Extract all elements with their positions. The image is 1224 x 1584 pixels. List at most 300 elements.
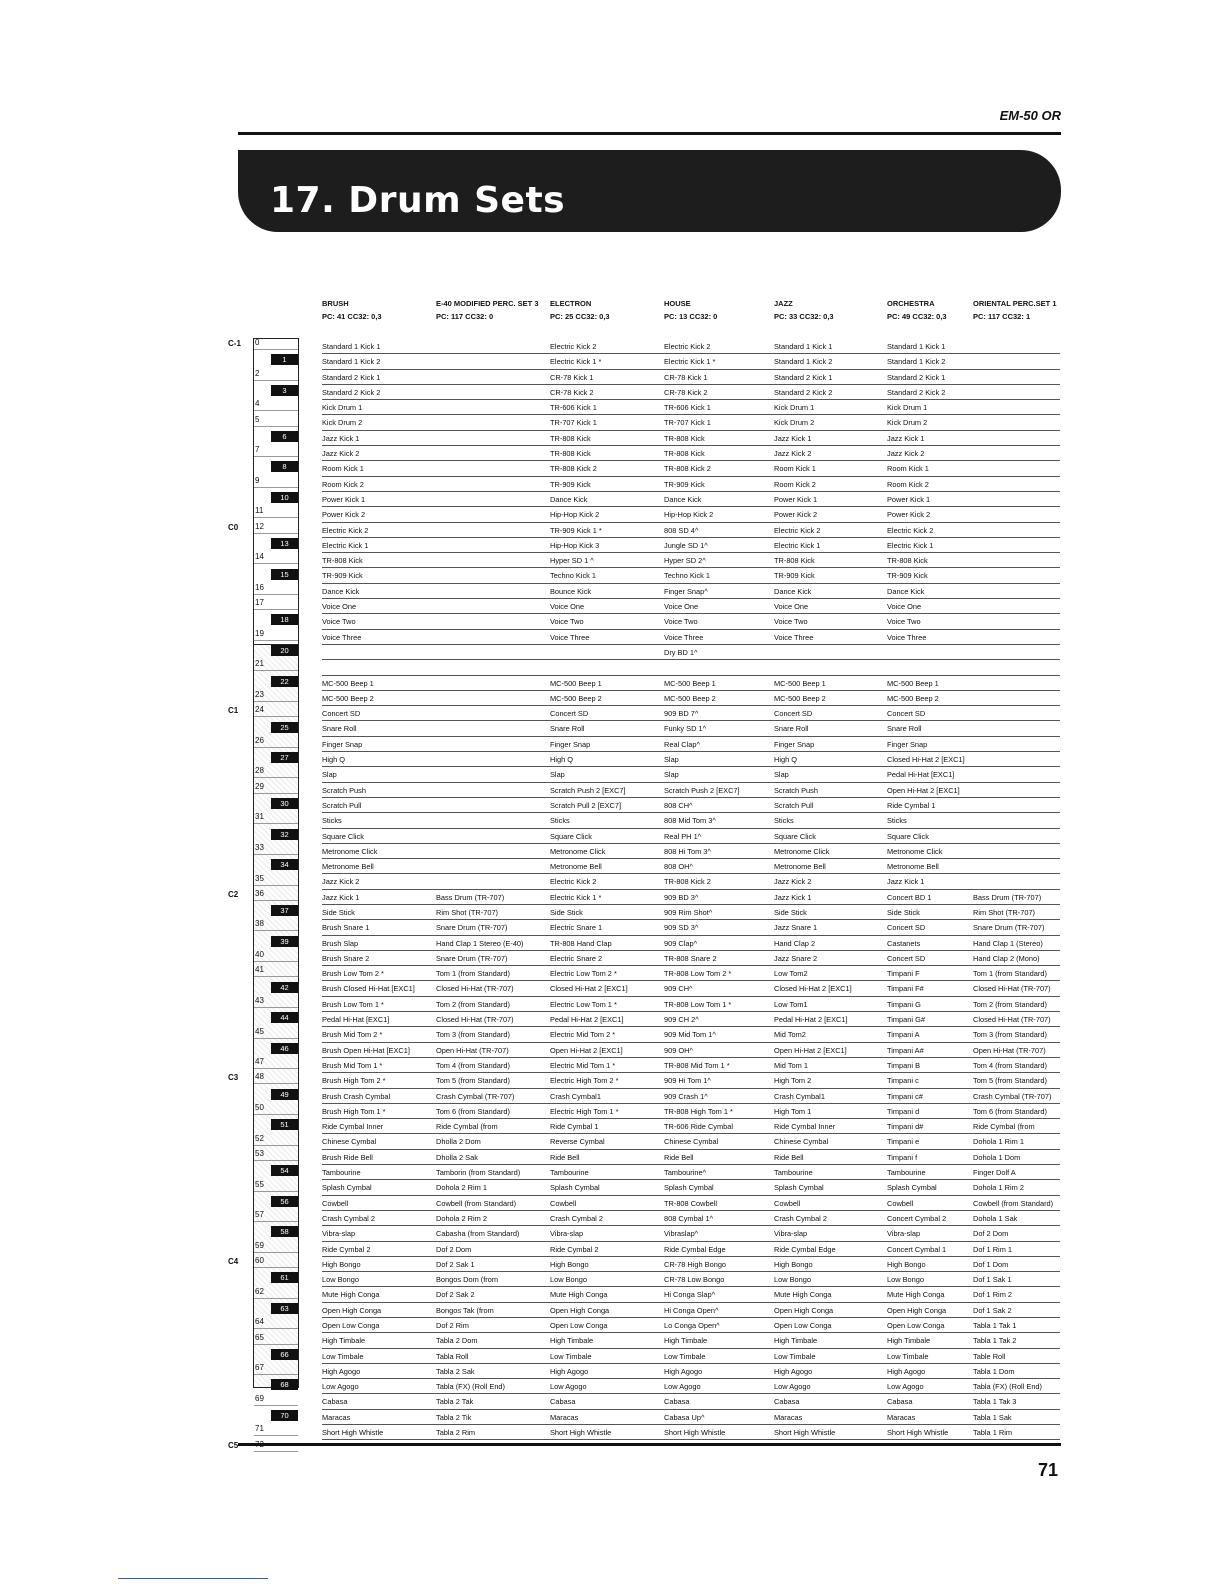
table-cell: Power Kick 1 [322,494,366,504]
white-key-number: 21 [255,659,264,669]
table-row [322,660,1060,675]
table-cell: CR-78 High Bongo [664,1259,727,1269]
table-cell: Short High Whistle [322,1428,384,1438]
table-cell: Dholla 2 Sak [436,1152,478,1162]
table-cell: Open Hi-Hat 2 [EXC1] [550,1045,623,1055]
table-cell: Open Hi-Hat (TR-707) [436,1045,509,1055]
table-cell: CR-78 Low Bongo [664,1275,725,1285]
table-cell: Room Kick 1 [887,464,929,474]
table-cell: TR-808 Kick [664,433,705,443]
table-cell: Ride Cymbal (from [973,1122,1035,1132]
table-row [322,477,1060,492]
table-cell: TR-707 Kick 1 [550,418,597,428]
white-key-number: 2 [255,368,260,378]
table-cell: Jungle SD 1^ [664,540,708,550]
table-row [322,1379,1060,1394]
table-cell: Maracas [774,1412,803,1422]
white-key-number: 19 [255,628,264,638]
table-cell: MC-500 Beep 1 [664,678,716,688]
table-cell: Real Clap^ [664,739,700,749]
table-row [322,936,1060,951]
table-cell: Low Agogo [887,1382,924,1392]
table-cell: Maracas [887,1412,916,1422]
table-cell: Standard 2 Kick 2 [322,387,381,397]
white-key-number: 69 [255,1393,264,1403]
table-cell: Dof 2 Sak 2 [436,1290,475,1300]
table-cell: High Q [774,755,798,765]
table-cell: Kick Drum 2 [774,418,815,428]
black-key-number: 39 [271,936,298,947]
table-cell: Tambourine [887,1168,926,1178]
table-row [322,614,1060,629]
table-row [322,1364,1060,1379]
table-cell: Short High Whistle [887,1428,949,1438]
table-row [322,1242,1060,1257]
white-key-number: 26 [255,735,264,745]
table-cell: Tabla (FX) (Roll End) [973,1382,1042,1392]
table-cell: Timpani B [887,1060,920,1070]
table-cell: Splash Cymbal [887,1183,937,1193]
black-key-number: 1 [271,354,298,365]
table-row [322,1410,1060,1425]
model-name: EM-50 OR [999,108,1061,123]
table-cell: Concert SD [887,709,926,719]
table-cell: Scratch Pull 2 [EXC7] [550,800,622,810]
table-cell: Dance Kick [887,586,925,596]
table-cell: Splash Cymbal [664,1183,714,1193]
white-key-number: 64 [255,1317,264,1327]
table-cell: 909 Mid Tom 1^ [664,1030,716,1040]
table-cell: Kick Drum 2 [887,418,928,428]
table-cell: TR-606 Kick 1 [550,403,597,413]
table-cell: Tom 3 (from Standard) [973,1030,1047,1040]
table-cell: Funky SD 1^ [664,724,707,734]
table-cell: High Timbale [887,1336,931,1346]
white-key-number: 53 [255,1148,264,1158]
table-cell: Voice Three [322,632,362,642]
table-row [322,1425,1060,1440]
table-row [322,706,1060,721]
table-cell: High Timbale [550,1336,594,1346]
column-pc: PC: 49 CC32: 0,3 [887,312,947,321]
black-key-number: 30 [271,798,298,809]
black-key-number: 6 [271,431,298,442]
table-cell: 808 Cymbal 1^ [664,1213,714,1223]
table-cell: Cowbell (from Standard) [973,1198,1054,1208]
table-row [322,676,1060,691]
table-cell: Electric Kick 2 [664,342,711,351]
octave-label: C4 [228,1257,239,1266]
table-cell: Tom 4 (from Standard) [973,1060,1047,1070]
table-cell: Dry BD 1^ [664,647,698,657]
table-cell: TR-808 Low Tom 1 * [664,999,732,1009]
section-banner [238,150,1061,232]
table-row [322,339,1060,354]
white-key-number: 47 [255,1057,264,1067]
table-row [322,691,1060,706]
black-key-number: 70 [271,1410,298,1421]
white-key-number: 14 [255,552,264,562]
table-cell: Room Kick 1 [774,464,816,474]
table-cell: Short High Whistle [550,1428,612,1438]
table-cell: Slap [774,770,789,780]
table-cell: TR-909 Kick [322,571,363,581]
table-row [322,507,1060,522]
table-row [322,584,1060,599]
table-cell: Brush Mid Tom 2 * [322,1030,383,1040]
table-cell: Power Kick 2 [887,510,931,520]
table-cell: Tambourine [322,1168,361,1178]
table-cell: Jazz Kick 1 [774,433,812,443]
table-cell: Slap [550,770,565,780]
table-row [322,859,1060,874]
black-key-number: 37 [271,905,298,916]
table-cell: Closed Hi-Hat 2 [EXC1] [774,984,852,994]
table-cell: CR-78 Kick 2 [664,387,708,397]
table-cell: Brush Snare 1 [322,923,370,933]
octave-label: C2 [228,889,239,899]
black-key-number: 58 [271,1226,298,1237]
table-cell: Bass Drum (TR-707) [436,892,505,902]
table-cell: Side Stick [774,907,807,917]
table-cell: Bounce Kick [550,586,592,596]
table-cell: Dance Kick [322,586,360,596]
table-cell: Electric Snare 1 [550,923,603,933]
white-key-number: 67 [255,1363,264,1373]
table-cell: Standard 2 Kick 2 [887,387,946,397]
table-cell: Dof 1 Dom [973,1259,1009,1269]
header-rule [238,132,1061,135]
table-cell: Voice One [774,602,809,612]
table-cell: Power Kick 1 [887,494,931,504]
table-cell: Open High Conga [550,1305,610,1315]
table-cell: Mid Tom2 [774,1030,806,1040]
table-cell: Cowbell (from Standard) [436,1198,517,1208]
table-row [322,492,1060,507]
table-cell: 909 Clap^ [664,938,698,948]
table-cell: Timpani A [887,1030,920,1040]
table-cell: Cabasa [774,1397,800,1407]
table-cell: Voice Three [550,632,590,642]
table-cell: High Bongo [774,1259,813,1269]
table-cell: Pedal Hi-Hat 2 [EXC1] [550,1015,624,1025]
table-cell: Square Click [322,831,364,841]
table-cell: Mid Tom 1 [774,1060,808,1070]
table-cell: Cabasa [887,1397,913,1407]
table-cell: Tambourine [550,1168,589,1178]
table-cell: Short High Whistle [664,1428,726,1438]
table-row [322,1165,1060,1180]
table-cell: Voice One [550,602,585,612]
white-key-number: 60 [255,1256,264,1265]
table-cell: Timpani F# [887,984,924,994]
table-cell: Slap [322,770,337,780]
table-cell: Low Tom1 [774,999,808,1009]
table-cell: Short High Whistle [774,1428,836,1438]
table-row [322,370,1060,385]
table-cell: Tabla 1 Tak 1 [973,1321,1017,1330]
table-cell: Electric Kick 1 * [550,357,602,367]
table-cell: Crash Cymbal (TR-707) [436,1091,515,1101]
column-pc: PC: 117 CC32: 0 [436,312,494,321]
table-cell: Low Agogo [664,1382,701,1392]
table-cell: Electric Mid Tom 1 * [550,1060,616,1070]
table-cell: Tabla 2 Rim [436,1428,476,1438]
table-cell: Hand Clap 2 [774,938,816,948]
black-key-number: 42 [271,982,298,993]
table-cell: Crash Cymbal 2 [774,1213,827,1223]
table-row [322,1318,1060,1333]
table-cell: Standard 1 Kick 1 [774,342,833,351]
table-cell: TR-909 Kick [664,479,705,489]
table-cell: High Q [322,755,346,765]
table-cell: TR-707 Kick 1 [664,418,711,428]
white-key-number: 24 [255,705,264,715]
table-cell: Room Kick 2 [887,479,929,489]
table-cell: Techno Kick 1 [664,571,711,581]
table-row [322,1257,1060,1272]
table-cell: Electric Mid Tom 2 * [550,1030,616,1040]
table-cell: Open High Conga [322,1305,382,1315]
table-row [322,415,1060,430]
table-cell: Table Roll [973,1351,1006,1361]
table-cell: Electric Kick 2 [322,525,369,535]
table-cell: Metronome Bell [322,862,374,872]
octave-label: C0 [228,522,239,532]
table-cell: High Bongo [322,1259,361,1269]
table-cell: TR-606 Kick 1 [664,403,711,413]
column-name: E-40 MODIFIED PERC. SET 3 [436,299,539,308]
table-row [322,951,1060,966]
black-key-number: 61 [271,1272,298,1283]
table-cell: Voice Two [664,617,698,627]
table-cell: Dof 2 Dom [436,1244,472,1254]
table-cell: Tabla 2 Tak [436,1397,474,1407]
table-cell: Finger Snap [550,739,591,749]
table-cell: Electric Kick 1 * [664,357,716,367]
table-cell: Electric Kick 2 [774,525,821,535]
table-row [322,568,1060,583]
table-cell: Snare Roll [774,724,809,734]
table-row [322,599,1060,614]
black-key-number: 20 [271,645,298,656]
table-cell: Tom 1 (from Standard) [973,969,1047,979]
table-cell: Castanets [887,938,921,948]
table-cell: Open Hi-Hat (TR-707) [973,1045,1046,1055]
table-cell: Scratch Pull [322,800,362,810]
table-cell: Crash Cymbal 2 [322,1213,375,1223]
table-cell: Dance Kick [550,494,588,504]
table-row [322,461,1060,476]
black-key-number: 25 [271,722,298,733]
table-cell: High Agogo [664,1366,703,1376]
table-cell: TR-606 Ride Cymbal [664,1122,734,1132]
white-key-number: 17 [255,598,264,608]
table-cell: Splash Cymbal [774,1183,824,1193]
white-key-number: 28 [255,766,264,776]
table-cell: Square Click [550,831,592,841]
table-cell: High Bongo [887,1259,926,1269]
table-cell: TR-909 Kick [774,571,815,581]
table-cell: Electric Kick 2 [550,342,597,351]
table-cell: Hi Conga Slap^ [664,1290,716,1300]
table-cell: Ride Bell [774,1152,804,1162]
column-name: HOUSE [664,299,691,308]
table-cell: Ride Bell [664,1152,694,1162]
table-row [322,385,1060,400]
white-key-number: 38 [255,919,264,929]
table-cell: 909 Crash 1^ [664,1091,708,1101]
table-row [322,553,1060,568]
table-cell: Timpani c# [887,1091,923,1101]
table-cell: Jazz Snare 2 [774,953,818,963]
table-cell: Ride Cymbal 2 [550,1244,599,1254]
column-header [664,297,717,323]
table-cell: 909 Hi Tom 1^ [664,1076,711,1086]
table-cell: Jazz Kick 2 [322,449,360,459]
table-cell: Standard 2 Kick 1 [774,372,833,382]
table-cell: Metronome Bell [774,862,826,872]
table-cell: 808 Hi Tom 3^ [664,846,711,856]
table-cell: Metronome Click [887,846,943,856]
table-cell: Snare Roll [550,724,585,734]
table-cell: Timpani d# [887,1122,924,1132]
table-cell: Hyper SD 2^ [664,556,706,566]
table-cell: MC-500 Beep 1 [774,678,826,688]
white-key-number: 62 [255,1286,264,1296]
table-cell: Bass Drum (TR-707) [973,892,1042,902]
table-cell: Low Timbale [550,1351,592,1361]
table-cell: Cabasa [322,1397,348,1407]
table-cell: Tom 6 (from Standard) [436,1106,510,1116]
table-cell: Tom 4 (from Standard) [436,1060,510,1070]
black-key-number: 22 [271,676,298,687]
table-cell: Vibra-slap [887,1229,921,1239]
black-key-number: 3 [271,385,298,396]
table-cell: Ride Cymbal 1 [550,1122,599,1132]
table-cell: Cowbell [322,1198,349,1208]
table-cell: MC-500 Beep 1 [887,678,939,688]
table-cell: 909 OH^ [664,1045,693,1055]
table-cell: Square Click [774,831,816,841]
table-cell: Standard 1 Kick 2 [887,357,946,367]
table-cell: 909 CH^ [664,984,693,994]
table-cell: Real PH 1^ [664,831,702,841]
table-cell: TR-909 Kick 1 * [550,525,602,535]
table-cell: Cowbell [774,1198,801,1208]
table-cell: Tabla 1 Dom [973,1366,1015,1376]
table-row [322,446,1060,461]
table-cell: High Timbale [774,1336,818,1346]
table-cell: TR-808 Low Tom 2 * [664,969,732,979]
table-cell: Pedal Hi-Hat 2 [EXC1] [774,1015,848,1025]
table-cell: Jazz Kick 1 [887,433,925,443]
table-cell: MC-500 Beep 2 [774,693,826,703]
table-cell: Finger Snap [887,739,928,749]
table-cell: Hand Clap 1 (Stereo) [973,938,1043,948]
table-row [322,737,1060,752]
table-cell: Standard 2 Kick 1 [322,372,381,382]
table-row [322,1349,1060,1364]
table-cell: Room Kick 1 [322,464,364,474]
table-row [322,1150,1060,1165]
table-cell: Closed Hi-Hat (TR-707) [436,984,514,994]
table-cell: Scratch Push 2 [EXC7] [550,785,626,795]
black-key-number: 10 [271,492,298,503]
table-cell: Hand Clap 2 (Mono) [973,953,1040,963]
table-cell: Low Timbale [322,1351,364,1361]
table-cell: Electric Kick 1 [322,540,369,550]
table-cell: Scratch Pull [774,800,814,810]
table-row [322,1333,1060,1348]
table-cell: Cabasa Up^ [664,1412,705,1422]
table-cell: Finger Snap^ [664,586,708,596]
table-row [322,630,1060,645]
table-cell: Dof 1 Rim 1 [973,1244,1013,1254]
table-row [322,813,1060,828]
table-cell: TR-909 Kick [887,571,928,581]
white-key-number: 55 [255,1179,264,1189]
table-cell: Low Timbale [664,1351,706,1361]
table-cell: MC-500 Beep 2 [322,693,374,703]
table-cell: Scratch Push [774,785,818,795]
table-cell: High Agogo [887,1366,926,1376]
table-row [322,966,1060,981]
table-row [322,874,1060,889]
white-key-number: 7 [255,445,260,455]
table-cell: TR-808 Mid Tom 1 * [664,1060,730,1070]
table-cell: Mute High Conga [550,1290,608,1300]
table-cell: Ride Cymbal 1 [887,800,936,810]
table-cell: Tabla 1 Tak 2 [973,1336,1017,1346]
table-cell: Closed Hi-Hat 2 [EXC1] [550,984,628,994]
table-cell: Jazz Snare 1 [774,923,818,933]
table-cell: Electric Low Tom 1 * [550,999,617,1009]
table-cell: Vibra-slap [550,1229,584,1239]
table-cell: CR-78 Kick 2 [550,387,594,397]
column-pc: PC: 41 CC32: 0,3 [322,312,382,321]
column-pc: PC: 117 CC32: 1 [973,312,1031,321]
black-key-number: 56 [271,1196,298,1207]
table-cell: Timpani G [887,999,921,1009]
table-cell: Vibraslap^ [664,1229,699,1239]
white-key-number: 29 [255,781,264,791]
footer-rule [238,1443,1061,1446]
table-cell: Cowbell [550,1198,577,1208]
table-cell: Jazz Kick 2 [887,449,925,459]
white-key-number: 33 [255,842,264,852]
table-cell: Metronome Click [322,846,378,856]
table-cell: Slap [664,770,679,780]
table-cell: Open Low Conga [550,1321,608,1330]
table-cell: Electric Kick 1 [774,540,821,550]
octave-label: C1 [228,706,239,716]
table-cell: Hand Clap 1 Stereo (E-40) [436,938,524,948]
table-cell: Concert SD [774,709,813,719]
table-cell: Jazz Kick 2 [774,877,812,887]
table-cell: Open Low Conga [322,1321,380,1330]
column-header [436,297,539,323]
table-cell: Dance Kick [664,494,702,504]
table-cell: TR-808 Kick [322,556,363,566]
black-key-number: 32 [271,829,298,840]
table-cell: High Timbale [664,1336,708,1346]
table-cell: Cabasa [550,1397,576,1407]
table-cell: Sticks [774,816,794,826]
table-row [322,783,1060,798]
table-cell: Closed Hi-Hat (TR-707) [973,984,1051,994]
white-key-number: 12 [255,521,264,531]
